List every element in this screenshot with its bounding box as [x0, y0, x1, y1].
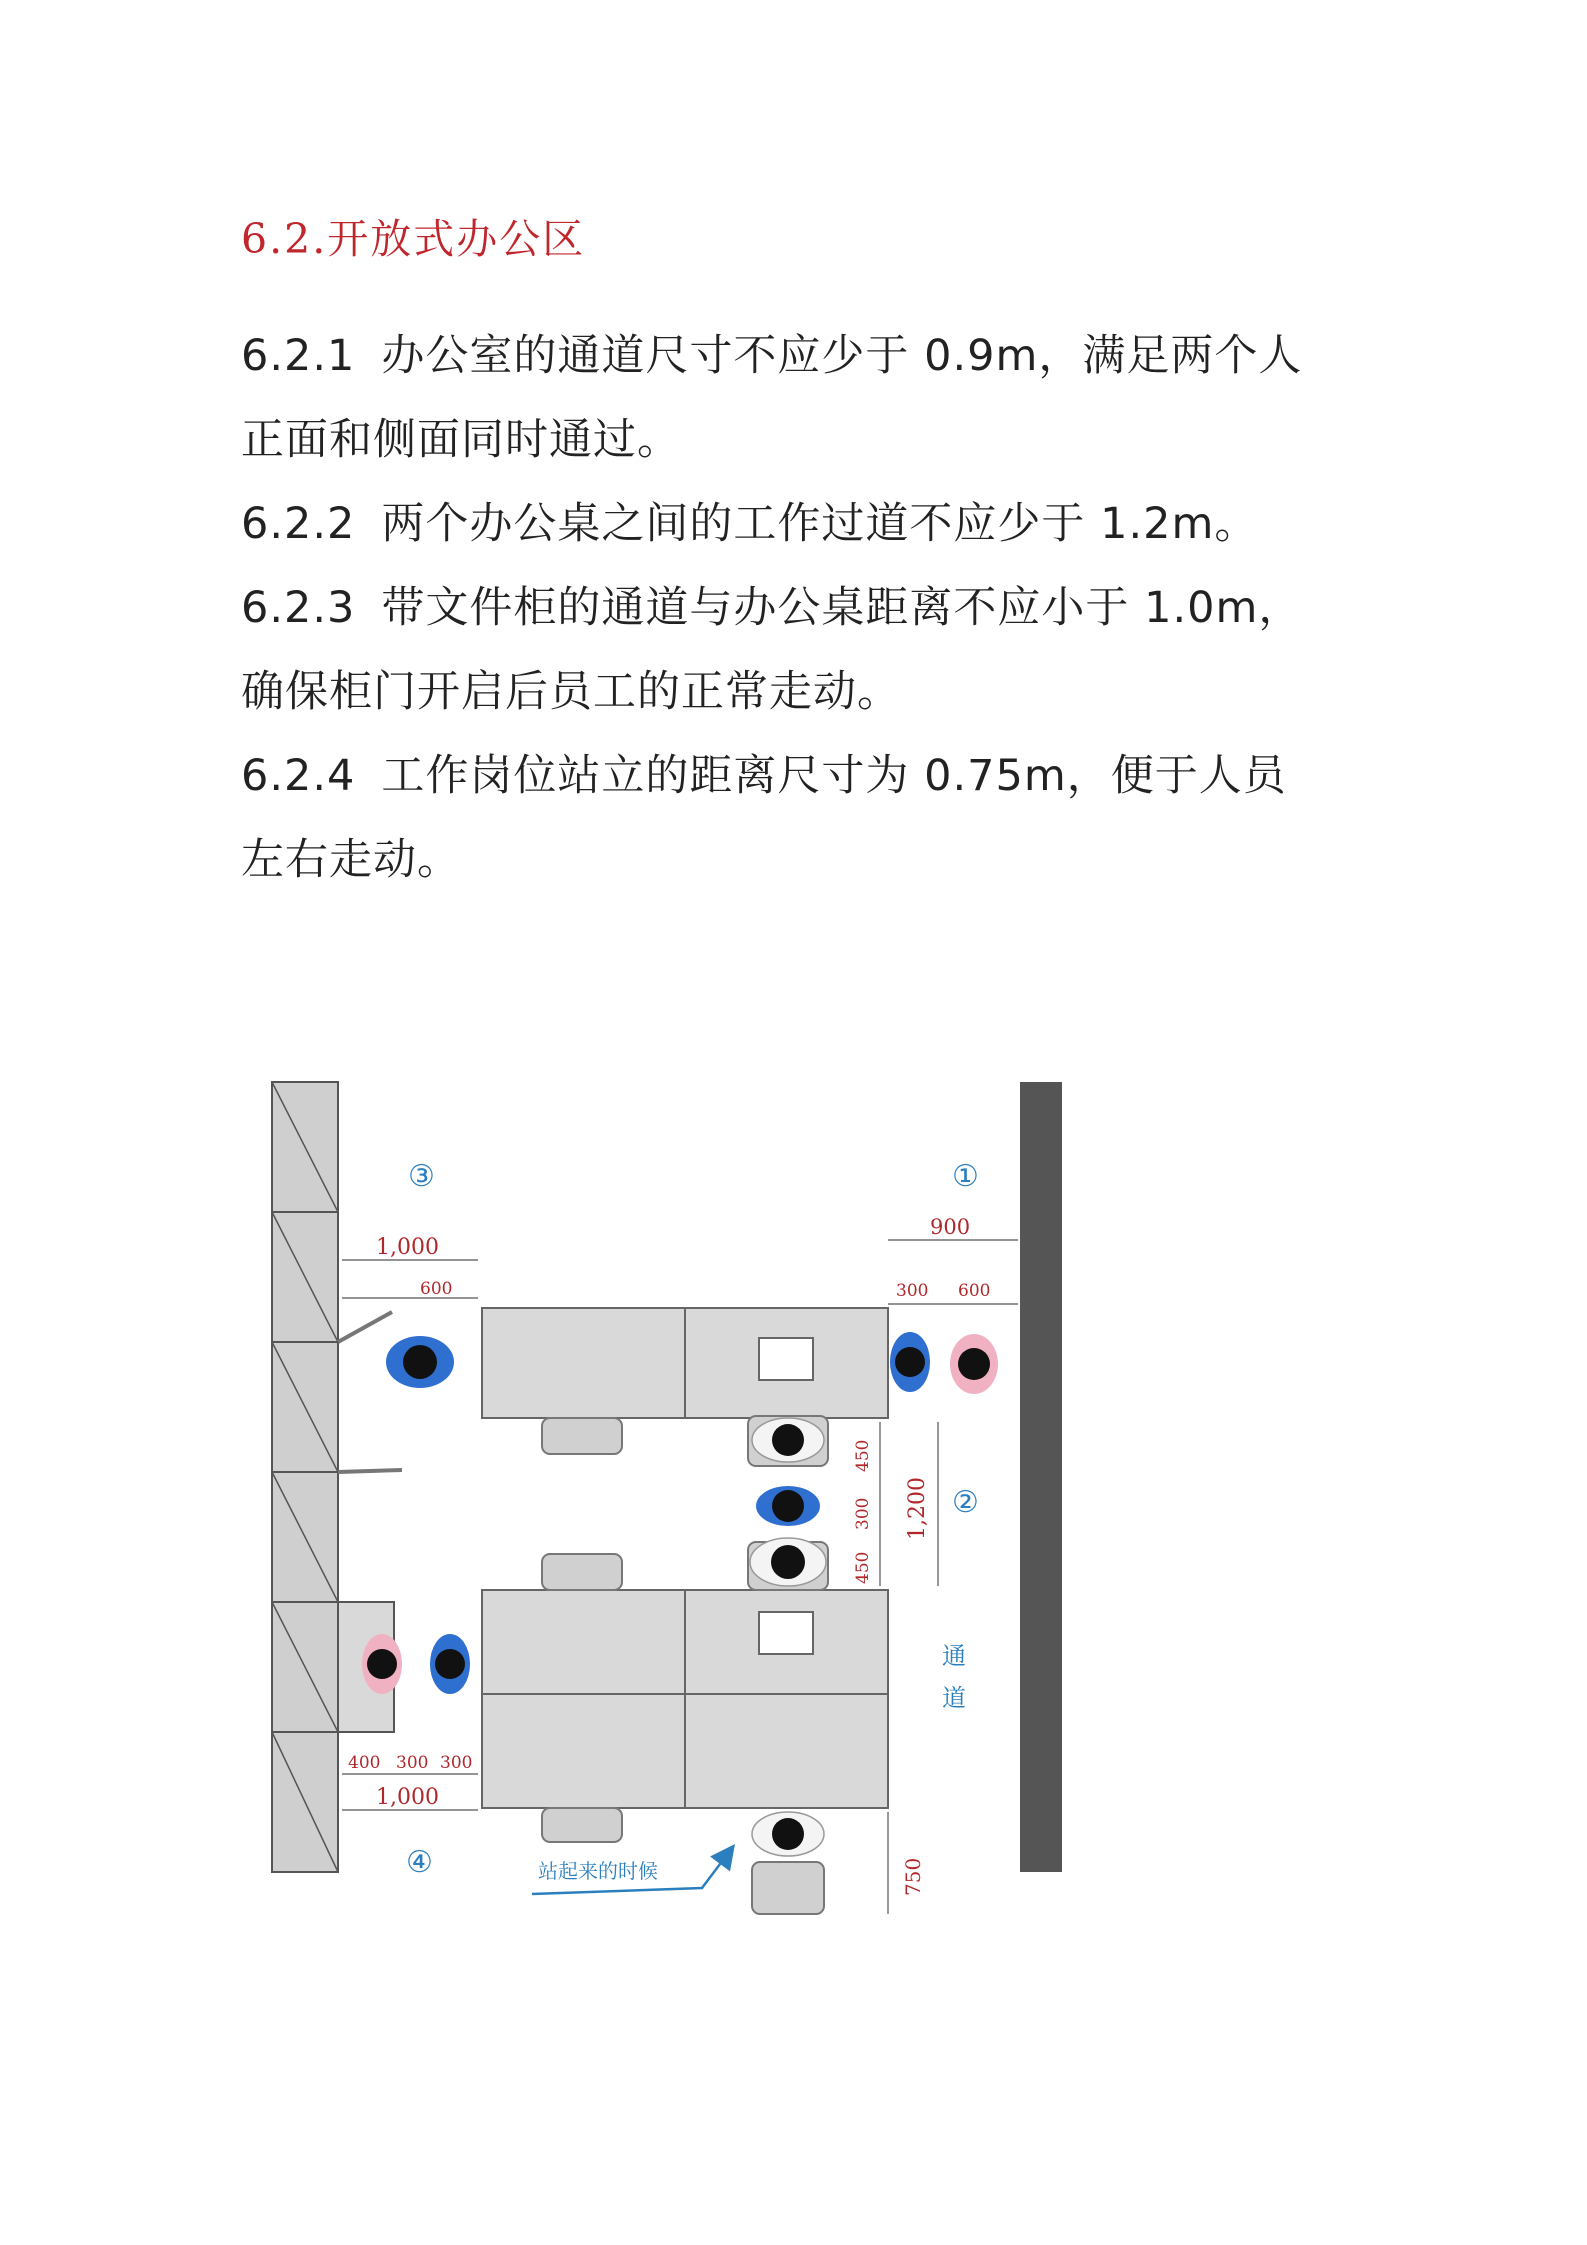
paragraph-6-2-1-line-2: 正面和侧面同时通过。	[241, 415, 681, 465]
person-white	[752, 1812, 824, 1856]
office-layout-figure	[262, 1072, 1072, 1932]
chair	[542, 1554, 622, 1590]
office-layout-plan	[262, 1072, 1072, 1932]
person-white	[752, 1418, 824, 1462]
person-pink	[950, 1334, 998, 1394]
zone-2-label: ②	[952, 1485, 979, 1520]
chair	[542, 1418, 622, 1454]
chair	[542, 1808, 622, 1842]
clause-number: 6.2.1	[241, 331, 356, 381]
chair	[752, 1862, 824, 1914]
desk-block-top	[482, 1308, 888, 1418]
clause-number: 6.2.2	[241, 499, 356, 549]
filing-cabinet-wall	[272, 1082, 338, 1872]
dim-900: 900	[930, 1215, 971, 1239]
dim-300-vertical: 300	[853, 1497, 873, 1530]
zone-3-label: ③	[408, 1159, 435, 1194]
clause-number: 6.2.4	[241, 751, 356, 801]
clause-text: 工作岗位站立的距离尺寸为 0.75m，便于人员	[381, 751, 1287, 801]
dim-300-a: 300	[396, 1753, 429, 1773]
person-pink	[362, 1634, 402, 1694]
dim-450-upper: 450	[853, 1439, 873, 1472]
monitor-top	[759, 1338, 813, 1380]
aisle-label-char-1: 通	[942, 1642, 966, 1670]
paragraph-6-2-4-line-2: 左右走动。	[241, 835, 461, 885]
dim-300-right: 300	[896, 1281, 929, 1301]
person-blue	[386, 1336, 454, 1388]
person-blue	[890, 1332, 930, 1392]
dim-1000-bottom: 1,000	[376, 1785, 439, 1810]
right-wall	[1020, 1082, 1062, 1872]
dim-300-b: 300	[440, 1753, 473, 1773]
clause-text: 办公室的通道尺寸不应少于 0.9m，满足两个人	[381, 331, 1303, 381]
dim-1200: 1,200	[905, 1477, 930, 1540]
zone-4-label: ④	[406, 1845, 433, 1880]
clause-text: 带文件柜的通道与办公桌距离不应小于 1.0m，	[381, 583, 1303, 633]
zone-1-label: ①	[952, 1159, 979, 1194]
clause-number: 6.2.3	[241, 583, 356, 633]
paragraph-6-2-3-line-2: 确保柜门开启后员工的正常走动。	[241, 667, 901, 717]
cabinet-door-open	[338, 1312, 392, 1342]
paragraph-6-2-3-line-1	[241, 574, 1361, 635]
person-white	[750, 1538, 826, 1586]
cabinet-door-open	[338, 1470, 402, 1472]
paragraph-6-2-4-line-1	[241, 742, 1361, 803]
standing-annotation: 站起来的时候	[538, 1859, 658, 1883]
paragraph-6-2-1-line-1	[241, 322, 1361, 383]
paragraph-6-2-2	[241, 490, 1361, 551]
clause-text: 两个办公桌之间的工作过道不应少于 1.2m。	[381, 499, 1259, 549]
dim-600-left: 600	[420, 1279, 453, 1299]
section-heading: 6.2.开放式办公区	[241, 215, 586, 263]
person-blue	[756, 1486, 820, 1526]
person-blue	[430, 1634, 470, 1694]
monitor-bottom	[759, 1612, 813, 1654]
aisle-label-char-2: 道	[942, 1684, 966, 1712]
desk-block-bottom	[482, 1590, 888, 1808]
dim-750: 750	[901, 1857, 925, 1896]
dim-600-right: 600	[958, 1281, 991, 1301]
dim-1000-top: 1,000	[376, 1235, 439, 1260]
dim-450-lower: 450	[853, 1551, 873, 1584]
dim-400: 400	[348, 1753, 381, 1773]
